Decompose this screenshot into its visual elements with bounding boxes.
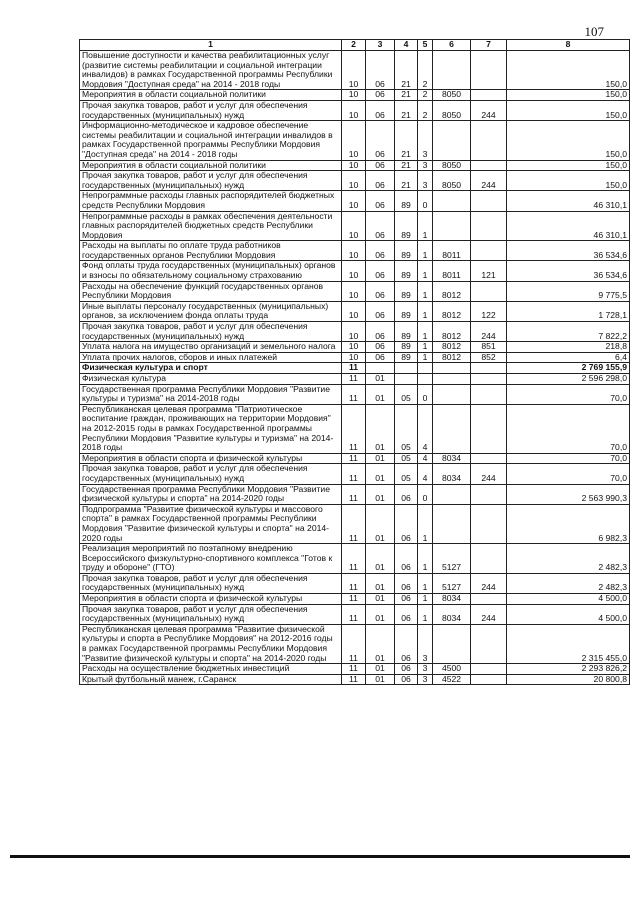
expense-type-cell xyxy=(471,160,507,171)
subprogram-code-cell: 3 xyxy=(418,674,433,685)
section-code-cell: 10 xyxy=(342,261,366,281)
table-row xyxy=(80,191,630,211)
program-code-cell: 89 xyxy=(395,352,418,363)
row-name-cell: Прочая закупка товаров, работ и услуг для обеспечения государственных (муниципальных) нужд xyxy=(80,322,342,342)
amount-cell: 150,0 xyxy=(507,160,630,171)
expense-type-cell xyxy=(471,374,507,385)
expense-type-cell xyxy=(471,664,507,675)
section-code-cell: 11 xyxy=(342,604,366,624)
section-code-cell: 10 xyxy=(342,51,366,90)
row-name-cell: Прочая закупка товаров, работ и услуг для обеспечения государственных (муниципальных) нужд xyxy=(80,464,342,484)
row-name-cell: Государственная программа Республики Мордовия "Развитие физической культуры и спорта" на 2014-2020 годы xyxy=(80,484,342,504)
subsection-code-cell: 01 xyxy=(366,664,395,675)
section-code-cell: 10 xyxy=(342,281,366,301)
expense-type-cell xyxy=(471,191,507,211)
subsection-code-cell: 01 xyxy=(366,384,395,404)
amount-cell: 7 822,2 xyxy=(507,322,630,342)
section-code-cell: 10 xyxy=(342,160,366,171)
section-code-cell: 11 xyxy=(342,484,366,504)
program-code-cell xyxy=(395,363,418,374)
subprogram-code-cell: 1 xyxy=(418,573,433,593)
row-name-cell: Прочая закупка товаров, работ и услуг для обеспечения государственных (муниципальных) нужд xyxy=(80,573,342,593)
subsection-code-cell: 06 xyxy=(366,281,395,301)
program-code-cell: 21 xyxy=(395,100,418,120)
program-code-cell: 21 xyxy=(395,51,418,90)
article-code-cell: 8012 xyxy=(433,322,471,342)
program-code-cell: 05 xyxy=(395,404,418,453)
amount-cell: 2 482,3 xyxy=(507,573,630,593)
article-code-cell: 8012 xyxy=(433,352,471,363)
article-code-cell xyxy=(433,484,471,504)
subprogram-code-cell: 1 xyxy=(418,322,433,342)
article-code-cell: 8011 xyxy=(433,241,471,261)
program-code-cell: 89 xyxy=(395,261,418,281)
subsection-code-cell: 06 xyxy=(366,51,395,90)
section-code-cell: 11 xyxy=(342,544,366,574)
subsection-code-cell: 06 xyxy=(366,342,395,353)
section-code-cell: 10 xyxy=(342,322,366,342)
amount-cell: 46 310,1 xyxy=(507,191,630,211)
row-name-cell: Государственная программа Республики Мордовия "Развитие культуры и туризма" на 2014-2018 годы xyxy=(80,384,342,404)
subprogram-code-cell: 1 xyxy=(418,241,433,261)
row-name-cell: Республиканская целевая программа "Развитие физической культуры и спорта в Республике Мордовия" на 2012-2016 годы в рамках Государственной программы Республики Мордовия "Развитие физической культуры и спорта" на 2014-2020 годы xyxy=(80,624,342,663)
program-code-cell: 06 xyxy=(395,594,418,605)
row-name-cell: Расходы на выплаты по оплате труда работников государственных органов Республики Мордовия xyxy=(80,241,342,261)
subsection-code-cell: 01 xyxy=(366,594,395,605)
article-code-cell xyxy=(433,404,471,453)
article-code-cell xyxy=(433,363,471,374)
table-row xyxy=(80,281,630,301)
row-name-cell: Расходы на осуществление бюджетных инвестиций xyxy=(80,664,342,675)
row-name-cell: Реализация мероприятий по поэтапному внедрению Всероссийского физкультурно-спортивного комплекса "Готов к труду и обороне" (ГТО) xyxy=(80,544,342,574)
article-code-cell xyxy=(433,191,471,211)
program-code-cell: 06 xyxy=(395,664,418,675)
section-code-cell: 11 xyxy=(342,674,366,685)
table-row xyxy=(80,664,630,675)
table-header-row xyxy=(80,40,630,51)
subsection-code-cell: 06 xyxy=(366,352,395,363)
subsection-code-cell: 06 xyxy=(366,191,395,211)
table-row xyxy=(80,464,630,484)
table-row xyxy=(80,121,630,160)
subsection-code-cell xyxy=(366,363,395,374)
section-code-cell: 11 xyxy=(342,374,366,385)
table-row xyxy=(80,352,630,363)
table-row xyxy=(80,363,630,374)
amount-cell: 6,4 xyxy=(507,352,630,363)
section-code-cell: 10 xyxy=(342,171,366,191)
program-code-cell: 05 xyxy=(395,384,418,404)
amount-cell: 1 728,1 xyxy=(507,301,630,321)
expense-type-cell xyxy=(471,504,507,543)
section-code-cell: 11 xyxy=(342,404,366,453)
expense-type-cell xyxy=(471,211,507,241)
amount-cell: 9 775,5 xyxy=(507,281,630,301)
column-header: 5 xyxy=(418,40,433,51)
subprogram-code-cell: 1 xyxy=(418,504,433,543)
program-code-cell: 89 xyxy=(395,281,418,301)
amount-cell: 20 800,8 xyxy=(507,674,630,685)
table-row xyxy=(80,241,630,261)
column-header: 7 xyxy=(471,40,507,51)
subprogram-code-cell: 3 xyxy=(418,171,433,191)
section-code-cell: 10 xyxy=(342,90,366,101)
row-name-cell: Физическая культура xyxy=(80,374,342,385)
amount-cell: 6 982,3 xyxy=(507,504,630,543)
amount-cell: 2 482,3 xyxy=(507,544,630,574)
amount-cell: 218,8 xyxy=(507,342,630,353)
article-code-cell: 8050 xyxy=(433,171,471,191)
subsection-code-cell: 01 xyxy=(366,604,395,624)
amount-cell: 2 293 826,2 xyxy=(507,664,630,675)
subsection-code-cell: 06 xyxy=(366,322,395,342)
table-row xyxy=(80,604,630,624)
row-name-cell: Мероприятия в области спорта и физической культуры xyxy=(80,453,342,464)
article-code-cell: 8034 xyxy=(433,453,471,464)
table-row xyxy=(80,404,630,453)
subprogram-code-cell: 1 xyxy=(418,342,433,353)
expense-type-cell xyxy=(471,241,507,261)
program-code-cell: 89 xyxy=(395,191,418,211)
article-code-cell xyxy=(433,374,471,385)
amount-cell: 70,0 xyxy=(507,464,630,484)
section-code-cell: 10 xyxy=(342,191,366,211)
subprogram-code-cell: 1 xyxy=(418,211,433,241)
subsection-code-cell: 06 xyxy=(366,171,395,191)
row-name-cell: Непрограммные расходы в рамках обеспечения деятельности главных распорядителей бюджетных средств Республики Мордовия xyxy=(80,211,342,241)
subprogram-code-cell: 2 xyxy=(418,100,433,120)
subsection-code-cell: 06 xyxy=(366,90,395,101)
program-code-cell: 89 xyxy=(395,342,418,353)
article-code-cell xyxy=(433,121,471,160)
amount-cell: 70,0 xyxy=(507,453,630,464)
table-row xyxy=(80,301,630,321)
section-code-cell: 11 xyxy=(342,624,366,663)
amount-cell: 150,0 xyxy=(507,171,630,191)
program-code-cell: 89 xyxy=(395,211,418,241)
table-row xyxy=(80,504,630,543)
program-code-cell: 06 xyxy=(395,544,418,574)
row-name-cell: Иные выплаты персоналу государственных (муниципальных) органов, за исключением фонда оплаты труда xyxy=(80,301,342,321)
article-code-cell: 8050 xyxy=(433,100,471,120)
amount-cell: 2 769 155,9 xyxy=(507,363,630,374)
amount-cell: 70,0 xyxy=(507,404,630,453)
section-code-cell: 11 xyxy=(342,573,366,593)
section-code-cell: 11 xyxy=(342,453,366,464)
row-name-cell: Прочая закупка товаров, работ и услуг для обеспечения государственных (муниципальных) нужд xyxy=(80,171,342,191)
expense-type-cell: 851 xyxy=(471,342,507,353)
expense-type-cell: 244 xyxy=(471,171,507,191)
amount-cell: 150,0 xyxy=(507,100,630,120)
subprogram-code-cell xyxy=(418,374,433,385)
row-name-cell: Повышение доступности и качества реабилитационных услуг (развитие системы реабилитации и социальной интеграции инвалидов) в рамках Государственной программы Республики Мордовия "Доступная среда" на 2014 - 2018 годы xyxy=(80,51,342,90)
amount-cell: 4 500,0 xyxy=(507,604,630,624)
table-row xyxy=(80,342,630,353)
expense-type-cell xyxy=(471,90,507,101)
subsection-code-cell: 01 xyxy=(366,624,395,663)
subsection-code-cell: 01 xyxy=(366,484,395,504)
program-code-cell: 89 xyxy=(395,322,418,342)
expense-type-cell xyxy=(471,281,507,301)
subprogram-code-cell: 1 xyxy=(418,352,433,363)
expense-type-cell: 244 xyxy=(471,322,507,342)
article-code-cell: 8011 xyxy=(433,261,471,281)
amount-cell: 150,0 xyxy=(507,121,630,160)
table-row xyxy=(80,90,630,101)
table-row xyxy=(80,261,630,281)
article-code-cell xyxy=(433,624,471,663)
amount-cell: 150,0 xyxy=(507,51,630,90)
program-code-cell: 06 xyxy=(395,504,418,543)
section-code-cell: 11 xyxy=(342,594,366,605)
amount-cell: 70,0 xyxy=(507,384,630,404)
subprogram-code-cell: 1 xyxy=(418,604,433,624)
section-code-cell: 10 xyxy=(342,121,366,160)
article-code-cell: 8012 xyxy=(433,342,471,353)
column-header: 4 xyxy=(395,40,418,51)
row-name-cell: Фонд оплаты труда государственных (муниципальных) органов и взносы по обязательному социальному страхованию xyxy=(80,261,342,281)
section-code-cell: 11 xyxy=(342,384,366,404)
article-code-cell xyxy=(433,51,471,90)
subsection-code-cell: 06 xyxy=(366,241,395,261)
subprogram-code-cell: 3 xyxy=(418,624,433,663)
table-row xyxy=(80,674,630,685)
program-code-cell: 89 xyxy=(395,241,418,261)
section-code-cell: 11 xyxy=(342,664,366,675)
row-name-cell: Уплата налога на имущество организаций и земельного налога xyxy=(80,342,342,353)
expense-type-cell xyxy=(471,453,507,464)
expense-type-cell xyxy=(471,594,507,605)
table-row xyxy=(80,100,630,120)
program-code-cell: 06 xyxy=(395,624,418,663)
program-code-cell: 21 xyxy=(395,121,418,160)
table-row xyxy=(80,322,630,342)
table-row xyxy=(80,484,630,504)
subprogram-code-cell: 4 xyxy=(418,404,433,453)
section-code-cell: 10 xyxy=(342,352,366,363)
subprogram-code-cell: 1 xyxy=(418,281,433,301)
expense-type-cell: 244 xyxy=(471,604,507,624)
article-code-cell: 8050 xyxy=(433,160,471,171)
subprogram-code-cell xyxy=(418,363,433,374)
page-number: 107 xyxy=(584,24,604,39)
article-code-cell xyxy=(433,211,471,241)
section-code-cell: 11 xyxy=(342,363,366,374)
program-code-cell: 21 xyxy=(395,160,418,171)
amount-cell: 2 596 298,0 xyxy=(507,374,630,385)
expense-type-cell: 121 xyxy=(471,261,507,281)
column-header: 8 xyxy=(507,40,630,51)
row-name-cell: Информационно-методическое и кадровое обеспечение системы реабилитации и социальной интеграции инвалидов в рамках Государственной программы Республики Мордовия "Доступная среда" на 2014 - 2018 годы xyxy=(80,121,342,160)
subsection-code-cell: 01 xyxy=(366,464,395,484)
article-code-cell xyxy=(433,384,471,404)
row-name-cell: Прочая закупка товаров, работ и услуг для обеспечения государственных (муниципальных) нужд xyxy=(80,100,342,120)
expense-type-cell xyxy=(471,674,507,685)
expense-type-cell: 122 xyxy=(471,301,507,321)
subprogram-code-cell: 0 xyxy=(418,484,433,504)
table-row xyxy=(80,624,630,663)
program-code-cell: 06 xyxy=(395,573,418,593)
table-row xyxy=(80,453,630,464)
table-row xyxy=(80,51,630,90)
article-code-cell: 8034 xyxy=(433,604,471,624)
amount-cell: 2 315 455,0 xyxy=(507,624,630,663)
table-row xyxy=(80,594,630,605)
subsection-code-cell: 06 xyxy=(366,100,395,120)
article-code-cell: 4500 xyxy=(433,664,471,675)
subsection-code-cell: 01 xyxy=(366,404,395,453)
expense-type-cell: 244 xyxy=(471,573,507,593)
program-code-cell: 05 xyxy=(395,453,418,464)
expense-type-cell: 852 xyxy=(471,352,507,363)
expense-type-cell: 244 xyxy=(471,100,507,120)
section-code-cell: 10 xyxy=(342,301,366,321)
row-name-cell: Прочая закупка товаров, работ и услуг для обеспечения государственных (муниципальных) нужд xyxy=(80,604,342,624)
row-name-cell: Мероприятия в области спорта и физической культуры xyxy=(80,594,342,605)
row-name-cell: Мероприятия в области социальной политики xyxy=(80,160,342,171)
row-name-cell: Мероприятия в области социальной политики xyxy=(80,90,342,101)
expense-type-cell xyxy=(471,484,507,504)
article-code-cell: 5127 xyxy=(433,544,471,574)
row-name-cell: Подпрограмма "Развитие физической культуры и массового спорта" в рамках Государственной программы Республики Мордовия "Развитие физической культуры и спорта" на 2014-2020 годы xyxy=(80,504,342,543)
program-code-cell: 06 xyxy=(395,674,418,685)
article-code-cell: 8034 xyxy=(433,594,471,605)
amount-cell: 36 534,6 xyxy=(507,261,630,281)
program-code-cell: 05 xyxy=(395,464,418,484)
expense-type-cell: 244 xyxy=(471,464,507,484)
table-row xyxy=(80,171,630,191)
subprogram-code-cell: 0 xyxy=(418,384,433,404)
article-code-cell: 8012 xyxy=(433,301,471,321)
expense-type-cell xyxy=(471,121,507,160)
page-bottom-rule xyxy=(10,855,630,858)
section-code-cell: 10 xyxy=(342,342,366,353)
expense-type-cell xyxy=(471,544,507,574)
program-code-cell: 06 xyxy=(395,484,418,504)
program-code-cell: 06 xyxy=(395,604,418,624)
section-code-cell: 10 xyxy=(342,100,366,120)
expense-type-cell xyxy=(471,624,507,663)
subsection-code-cell: 06 xyxy=(366,211,395,241)
row-name-cell: Уплата прочих налогов, сборов и иных платежей xyxy=(80,352,342,363)
row-name-cell: Расходы на обеспечение функций государственных органов Республики Мордовия xyxy=(80,281,342,301)
subsection-code-cell: 01 xyxy=(366,504,395,543)
expense-type-cell xyxy=(471,363,507,374)
table-row xyxy=(80,544,630,574)
subsection-code-cell: 01 xyxy=(366,573,395,593)
budget-table xyxy=(79,39,630,685)
subprogram-code-cell: 2 xyxy=(418,51,433,90)
amount-cell: 150,0 xyxy=(507,90,630,101)
section-code-cell: 11 xyxy=(342,464,366,484)
subprogram-code-cell: 0 xyxy=(418,191,433,211)
program-code-cell xyxy=(395,374,418,385)
amount-cell: 46 310,1 xyxy=(507,211,630,241)
amount-cell: 4 500,0 xyxy=(507,594,630,605)
column-header: 3 xyxy=(366,40,395,51)
table-row xyxy=(80,374,630,385)
section-code-cell: 10 xyxy=(342,241,366,261)
expense-type-cell xyxy=(471,51,507,90)
subsection-code-cell: 06 xyxy=(366,121,395,160)
subprogram-code-cell: 4 xyxy=(418,464,433,484)
subprogram-code-cell: 1 xyxy=(418,544,433,574)
row-name-cell: Физическая культура и спорт xyxy=(80,363,342,374)
subsection-code-cell: 01 xyxy=(366,544,395,574)
subprogram-code-cell: 4 xyxy=(418,453,433,464)
subprogram-code-cell: 3 xyxy=(418,160,433,171)
subsection-code-cell: 06 xyxy=(366,261,395,281)
program-code-cell: 21 xyxy=(395,171,418,191)
row-name-cell: Крытый футбольный манеж, г.Саранск xyxy=(80,674,342,685)
subprogram-code-cell: 3 xyxy=(418,664,433,675)
section-code-cell: 10 xyxy=(342,211,366,241)
article-code-cell: 8050 xyxy=(433,90,471,101)
article-code-cell: 4522 xyxy=(433,674,471,685)
row-name-cell: Непрограммные расходы главных распорядителей бюджетных средств Республики Мордовия xyxy=(80,191,342,211)
table-row xyxy=(80,160,630,171)
column-header: 6 xyxy=(433,40,471,51)
amount-cell: 2 563 990,3 xyxy=(507,484,630,504)
article-code-cell xyxy=(433,504,471,543)
subprogram-code-cell: 1 xyxy=(418,594,433,605)
expense-type-cell xyxy=(471,384,507,404)
subsection-code-cell: 01 xyxy=(366,374,395,385)
subsection-code-cell: 01 xyxy=(366,453,395,464)
subsection-code-cell: 01 xyxy=(366,674,395,685)
subsection-code-cell: 06 xyxy=(366,160,395,171)
program-code-cell: 89 xyxy=(395,301,418,321)
amount-cell: 36 534,6 xyxy=(507,241,630,261)
table-row xyxy=(80,211,630,241)
expense-type-cell xyxy=(471,404,507,453)
row-name-cell: Республиканская целевая программа "Патриотическое воспитание граждан, проживающих на территории Мордовия" на 2012-2015 годы в рамках Государственной программы Республики Мордовия "Развитие культуры и туризма" на 2014-2018 годы xyxy=(80,404,342,453)
subprogram-code-cell: 1 xyxy=(418,261,433,281)
subprogram-code-cell: 2 xyxy=(418,90,433,101)
article-code-cell: 5127 xyxy=(433,573,471,593)
subsection-code-cell: 06 xyxy=(366,301,395,321)
section-code-cell: 11 xyxy=(342,504,366,543)
subprogram-code-cell: 1 xyxy=(418,301,433,321)
program-code-cell: 21 xyxy=(395,90,418,101)
table-row xyxy=(80,384,630,404)
article-code-cell: 8012 xyxy=(433,281,471,301)
article-code-cell: 8034 xyxy=(433,464,471,484)
subprogram-code-cell: 3 xyxy=(418,121,433,160)
table-row xyxy=(80,573,630,593)
column-header: 1 xyxy=(80,40,342,51)
column-header: 2 xyxy=(342,40,366,51)
